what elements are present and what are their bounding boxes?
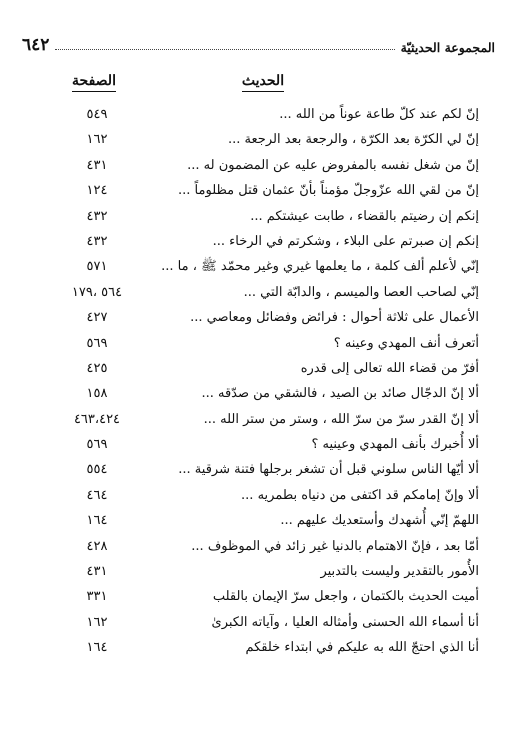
hadith-text: أتعرف أنف المهدي وعينه ؟ bbox=[333, 335, 479, 351]
page-reference: ٤٢٥ bbox=[86, 360, 108, 376]
hadith-text: إنّ من شغل نفسه بالمفروض عليه عن المضمون له ... bbox=[187, 157, 479, 173]
hadith-text: ألا إنّ القدر سرّ من سرّ الله ، وستر من ستر الله ... bbox=[203, 411, 479, 427]
hadith-text: إنّي لأعلم ألف كلمة ، ما يعلمها غيري وغير محمّد ﷺ ، ما ... bbox=[161, 259, 479, 275]
page-reference: ٤٣١ bbox=[86, 157, 108, 173]
page-reference: ١٦٤ bbox=[86, 513, 108, 529]
page-reference: ٤٦٤ bbox=[86, 487, 108, 503]
hadith-text: الأُمور بالتقدير وليست بالتدبير bbox=[320, 564, 479, 580]
page-reference: ٥٧١ bbox=[86, 259, 108, 275]
page-reference: ٥٤٩ bbox=[86, 107, 108, 122]
page-number: ٦٤٢ bbox=[22, 35, 50, 55]
table-row bbox=[0, 487, 521, 512]
page-reference: ٤٣٢ bbox=[86, 208, 108, 224]
page-reference: ٥٦٩ bbox=[86, 335, 108, 351]
page-column-header: الصفحة bbox=[40, 72, 148, 90]
table-row bbox=[0, 157, 521, 182]
table-row bbox=[0, 208, 521, 233]
table-row bbox=[0, 335, 521, 360]
book-title: المجموعة الحديثيّة bbox=[400, 39, 495, 55]
table-row bbox=[0, 512, 521, 537]
hadith-text: ألا إنّ الدجّال صائد بن الصيد ، فالشقي من صدّقه ... bbox=[201, 386, 479, 402]
page-reference: ١٢٤ bbox=[86, 183, 108, 199]
hadith-text: أميت الحديث بالكتمان ، واجعل سرّ الإيمان بالقلب bbox=[212, 589, 479, 605]
page-reference: ٤٢٧ bbox=[86, 310, 108, 326]
table-row bbox=[0, 411, 521, 436]
header-dotted-rule bbox=[55, 49, 394, 50]
table-row bbox=[0, 182, 521, 207]
hadith-text: إنّي لصاحب العصا والميسم ، والدابّة التي ... bbox=[243, 284, 479, 300]
table-row bbox=[0, 385, 521, 410]
page-reference: ٥٥٤ bbox=[86, 462, 108, 478]
table-row bbox=[0, 563, 521, 588]
page-reference: ١٥٨ bbox=[86, 386, 108, 402]
table-row bbox=[0, 614, 521, 639]
hadith-text: الأعمال على ثلاثة أحوال : فرائض وفضائل ومعاصي ... bbox=[190, 310, 479, 326]
table-row bbox=[0, 436, 521, 461]
table-row bbox=[0, 639, 521, 664]
table-row bbox=[0, 461, 521, 486]
hadith-text: إنكم إن رضيتم بالقضاء ، طابت عيشتكم ... bbox=[250, 208, 479, 224]
table-row bbox=[0, 131, 521, 156]
hadith-text: إنّ لكم عند كلّ طاعة عوناً من الله ... bbox=[279, 107, 479, 122]
hadith-text: أمّا بعد ، فإنّ الاهتمام بالدنيا غير زائد في الموظوف ... bbox=[191, 538, 479, 554]
index-table bbox=[0, 106, 521, 665]
page-reference: ٤٢٨ bbox=[86, 538, 108, 554]
table-row bbox=[0, 233, 521, 258]
table-row bbox=[0, 258, 521, 283]
page-reference: ٤٦٣،٤٢٤ bbox=[73, 411, 121, 427]
page-reference: ٤٣٢ bbox=[86, 233, 108, 249]
table-row bbox=[0, 360, 521, 385]
hadith-text: ألا وإنّ إمامكم قد اكتفى من دنياه بطمريه ... bbox=[241, 487, 479, 503]
hadith-text: اللهمّ إنّي أُشهدك وأستعديك عليهم ... bbox=[280, 513, 479, 529]
page-reference: ٤٣١ bbox=[86, 564, 108, 580]
table-row bbox=[0, 588, 521, 613]
table-row bbox=[0, 284, 521, 309]
column-headers bbox=[0, 72, 521, 94]
table-row bbox=[0, 106, 521, 131]
page-reference: ١٦٢ bbox=[86, 132, 108, 148]
page-reference: ٣٣١ bbox=[86, 589, 108, 605]
hadith-text: إنّ لي الكرّة بعد الكرّة ، والرجعة بعد الرجعة ... bbox=[228, 132, 479, 148]
page-reference: ٥٦٩ bbox=[86, 437, 108, 453]
hadith-text: إنكم إن صبرتم على البلاء ، وشكرتم في الرخاء ... bbox=[212, 233, 479, 249]
hadith-column-header: الحديث bbox=[133, 72, 393, 90]
hadith-text: أنا الذي احتجّ الله به عليكم في ابتداء خلقكم bbox=[245, 640, 479, 656]
hadith-text: ألا أُخبرك بأنف المهدي وعينيه ؟ bbox=[311, 437, 479, 453]
hadith-text: ألا أيّها الناس سلوني قبل أن تشغر برجلها فتنة شرقية ... bbox=[178, 462, 479, 478]
page-reference: ١٦٢ bbox=[86, 614, 108, 630]
table-row bbox=[0, 309, 521, 334]
table-row bbox=[0, 538, 521, 563]
hadith-text: إنّ من لقي الله عزّوجلّ مؤمناً بأنّ عثمان قتل مظلوماً ... bbox=[178, 183, 479, 199]
hadith-text: أفرّ من قضاء الله تعالى إلى قدره bbox=[300, 360, 479, 376]
running-header bbox=[22, 30, 495, 54]
page-reference: ٥٦٤ ،١٧٩ bbox=[71, 284, 123, 300]
hadith-text: أنا أسماء الله الحسنى وأمثاله العليا ، وآياته الكبرىٰ bbox=[211, 614, 479, 630]
page-reference: ١٦٤ bbox=[86, 640, 108, 656]
